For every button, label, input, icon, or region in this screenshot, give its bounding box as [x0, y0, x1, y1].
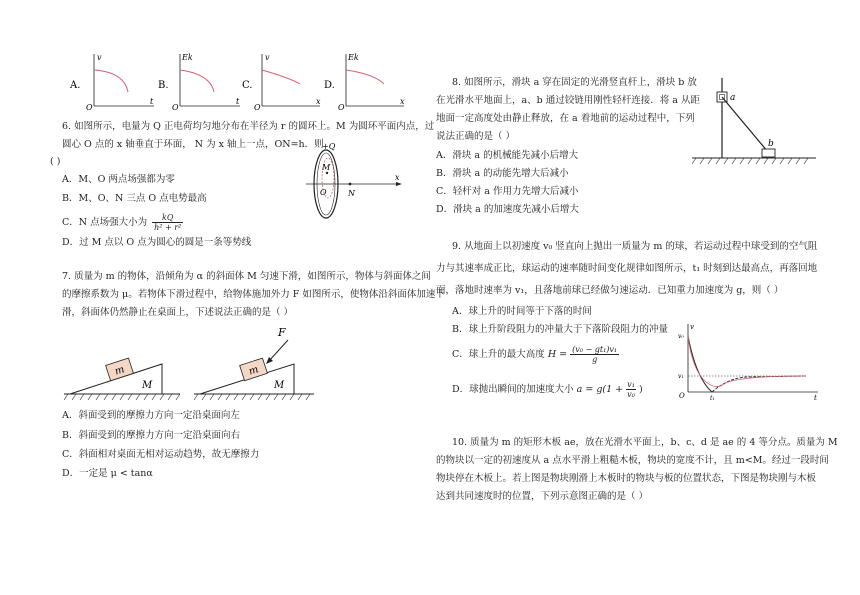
- q8-option-d: D．滑块 a 的加速度先减小后增大: [436, 204, 579, 215]
- q9-formula-c: [570, 345, 619, 364]
- q9-formula-c-num: (v₀ − gt₁)v₁: [572, 345, 618, 354]
- q9-formula-d-lhs: a = g(1 +: [576, 384, 624, 395]
- graph-a-yaxis: v: [97, 53, 102, 62]
- q6-fig-x: x: [395, 173, 400, 182]
- q8-line2: 在光滑水平地面上，a、b 通过铰链用刚性轻杆连接．将 a 从距: [436, 95, 700, 106]
- graph-a-origin: O: [86, 103, 93, 110]
- graph-a: [69, 53, 154, 110]
- q7-line3: 滑，斜面体仍然静止在桌面上，下述说法正确的是（ ）: [62, 307, 294, 318]
- q7-option-d: D．一定是 μ < tanα: [62, 468, 153, 479]
- q6-option-c: [62, 213, 183, 232]
- q9-formula-d: [626, 380, 636, 399]
- q6-formula: [152, 213, 183, 232]
- q8-option-a: A．滑块 a 的机械能先减小后增大: [436, 150, 579, 161]
- graph-d-origin: O: [338, 103, 345, 110]
- q6-line2: 圆心 O 点的 x 轴垂直于环面， N 为 x 轴上一点，ON=h．则: [62, 139, 324, 150]
- q6-option-b: B．M、O、N 三点 O 点电势最高: [62, 193, 207, 204]
- q6-option-a: A．M、O 两点场强都为零: [62, 174, 175, 185]
- q10-line1: 10. 质量为 m 的矩形木板 ae，放在光滑水平面上，b、c、d 是 ae 的 4 等分点。质量为 M: [452, 437, 838, 448]
- q9-option-a: A．球上升的时间等于下落的时间: [452, 306, 592, 317]
- graph-c: [242, 53, 321, 110]
- q6-option-c-text: C．N 点场强大小为: [62, 217, 148, 228]
- q8-fig-a: a: [730, 93, 736, 103]
- q5-graphs: [62, 48, 422, 110]
- graph-d-xaxis: x: [400, 97, 405, 106]
- q9-option-c: [452, 345, 619, 364]
- q6-option-d: D．过 M 点以 O 点为圆心的圆是一条等势线: [62, 237, 252, 248]
- q7-line2: 的摩擦系数为 μ。若物体下滑过程中，给物体施加外力 F 如图所示，使物体沿斜面体加速下: [62, 289, 445, 300]
- graph-c-yaxis: v: [265, 53, 270, 62]
- q9-formula-c-den: g: [592, 355, 598, 364]
- q7-line1: 7. 质量为 m 的物体，沿倾角为 α 的斜面体 M 匀速下滑，如图所示，物体与斜面体之间: [62, 271, 431, 282]
- q8-line1: 8. 如图所示，滑块 a 穿在固定的光滑竖直杆上，滑块 b 放: [452, 77, 697, 88]
- q9-fig-v1: v₁: [678, 373, 684, 380]
- q7-fig1-bigm: M: [142, 380, 153, 391]
- graph-b-yaxis: Ek: [182, 53, 193, 62]
- q7-option-b: B．斜面受到的摩擦力方向一定沿桌面向右: [62, 430, 240, 441]
- q9-fig-o: O: [679, 392, 685, 400]
- q8-option-c: C．轻杆对 a 作用力先增大后减小: [436, 186, 579, 197]
- graph-b: [158, 53, 240, 110]
- q9-line2: 力与其速率成正比，球运动的速率随时间变化规律如图所示，t₁ 时刻到达最高点，再落回地: [436, 263, 818, 274]
- q6-fig-o: O: [320, 188, 327, 197]
- q8-option-b: B．滑块 a 的动能先增大后减小: [436, 168, 569, 179]
- graph-a-xaxis: t: [150, 97, 154, 106]
- q7-option-c: C．斜面相对桌面无相对运动趋势，故无摩擦力: [62, 449, 260, 460]
- q6-formula-den: h² + r²: [154, 223, 182, 232]
- q7-option-a: A．斜面受到的摩擦力方向一定沿桌面向左: [62, 410, 240, 421]
- q9-option-d: [452, 380, 643, 399]
- graph-c-origin: O: [254, 103, 261, 110]
- q9-fig-v0: v₀: [678, 333, 684, 340]
- q10-line3: 物块停在木板上。若上图是物块刚滑上木板时的物块与板的位置状态，下图是物块刚与木板: [436, 473, 817, 484]
- graph-c-label: C.: [242, 80, 253, 91]
- q9-velocity-figure: [676, 320, 826, 404]
- q9-line1: 9. 从地面上以初速度 v₀ 竖直向上抛出一质量为 m 的球，若运动过程中球受到的空气阻: [452, 241, 818, 252]
- q9-fig-t: t: [814, 394, 817, 402]
- graph-a-label: A.: [70, 80, 81, 91]
- q6-fig-m: M: [322, 163, 331, 172]
- q6-formula-num: kQ: [152, 213, 183, 223]
- q9-line3: 面，落地时速率为 v₁，且落地前球已经做匀速运动．已知重力加速度为 g，则（ ）: [436, 285, 784, 296]
- q9-option-b: B．球上升阶段阻力的冲量大于下落阶段阻力的冲量: [452, 324, 668, 335]
- q6-paren: ( ): [50, 156, 61, 167]
- q6-fig-charge: +Q: [322, 142, 336, 151]
- graph-d: [324, 53, 405, 110]
- q7-fig1-m: m: [113, 364, 126, 378]
- q6-line1: 6. 如图所示，电量为 Q 正电荷均匀地分布在半径为 r 的圆环上。M 为圆环平面内点，过: [62, 121, 435, 132]
- q8-fig-b: b: [768, 139, 774, 149]
- q8-slider-figure: [692, 78, 822, 168]
- q9-option-c-text: C．球上升的最大高度: [452, 349, 545, 360]
- q8-line4: 说法正确的是（ ）: [436, 131, 516, 142]
- graph-d-yaxis: Ek: [348, 53, 359, 62]
- q9-fig-v: v: [690, 323, 694, 331]
- q6-ring-figure: [294, 140, 434, 220]
- q8-line3: 地面一定高度处由静止释放，在 a 着地前的运动过程中，下列: [436, 113, 695, 124]
- q7-incline-figures: [62, 322, 432, 408]
- q7-fig2-bigm: M: [274, 380, 285, 391]
- graph-d-label: D.: [324, 80, 335, 91]
- q9-fig-t1: t₁: [710, 395, 715, 402]
- graph-b-origin: O: [172, 103, 179, 110]
- q9-formula-d-num: v₁: [627, 380, 635, 389]
- q6-fig-n: N: [348, 189, 355, 198]
- graph-c-xaxis: x: [316, 97, 321, 106]
- q7-fig2-m: m: [247, 364, 260, 378]
- graph-b-xaxis: t: [236, 97, 240, 106]
- q10-line2: 的物块以一定的初速度从 a 点水平滑上粗糙木板，物块的宽度不计，且 m<M。经过一段时间: [436, 455, 829, 466]
- graph-b-label: B.: [158, 80, 169, 91]
- q7-fig2-f: F: [278, 326, 286, 339]
- q9-option-d-text: D．球抛出瞬间的加速度大小: [452, 384, 574, 395]
- q10-line4: 达到共同速度时的位置，下列示意图正确的是（ ）: [436, 491, 649, 502]
- q9-formula-c-lhs: H =: [547, 349, 568, 360]
- q9-formula-d-den: v₀: [627, 390, 635, 399]
- q9-formula-d-end: ): [638, 384, 643, 395]
